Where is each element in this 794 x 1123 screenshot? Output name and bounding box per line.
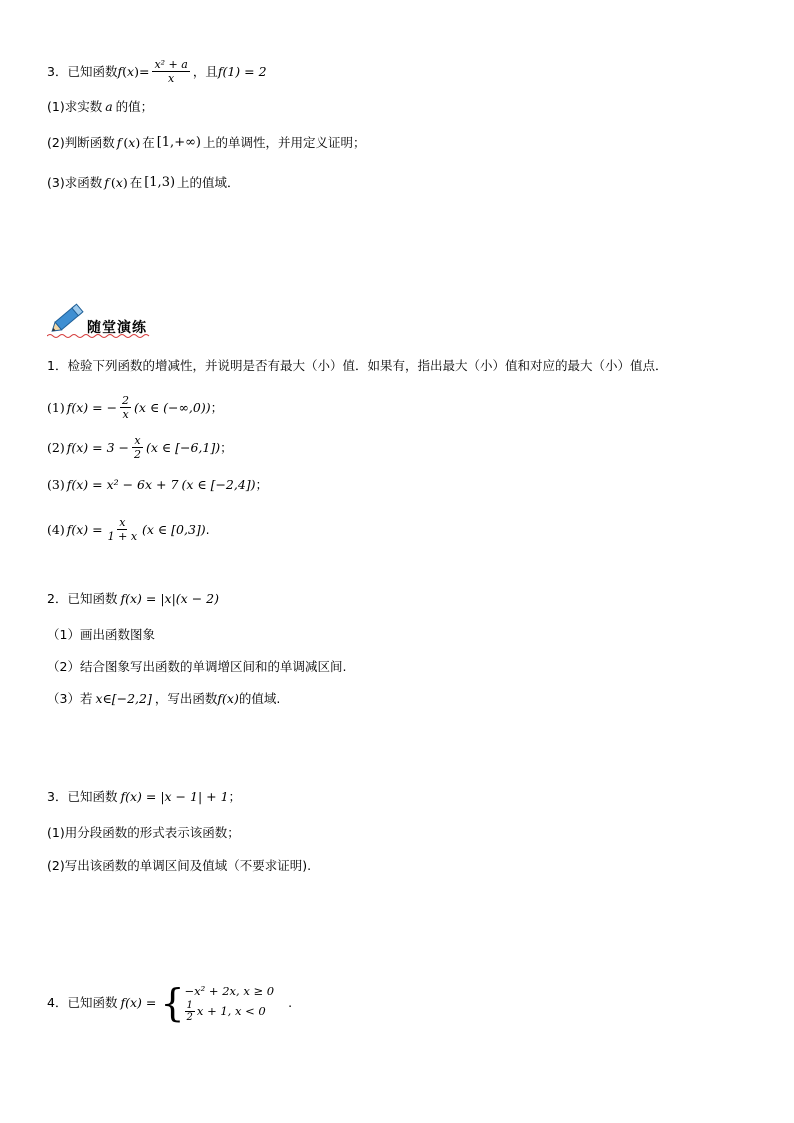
piecewise-definition: { −x² + 2x, x ≥ 0 $\frac{1}{2}$ x + 1, x < 0: [160, 981, 275, 1025]
p2-q3-sub1: (1)用分段函数的形式表示该函数；: [47, 825, 240, 840]
q3-sub3: (3)求函数 f ( x ) 在 [1,3) 上的值域．: [47, 175, 240, 190]
p2-q3-statement: 3． 已知函数 f(x) = |x − 1| + 1 ；: [47, 789, 242, 804]
p2-q2-sub2: （2）结合图象写出函数的单调增区间和的单调减区间.: [47, 659, 347, 674]
p2-q3-sub2: (2)写出该函数的单调区间及值域（不要求证明).: [47, 858, 312, 873]
practice-section-header: [47, 299, 167, 339]
q3-sub2: (2)判断函数 f ( x ) 在 [1,+∞) 上的单调性，并用定义证明；: [47, 135, 366, 150]
pencil-icon: [49, 299, 89, 335]
p2-q1-item-1: (1) f(x) = − $\frac{2}{x}$ (x ∈ (−∞,0)) ；: [47, 394, 224, 421]
p2-q1-item-4: (4) f(x) = $\frac{x}{1 + x}$ (x ∈ [0,3]) .: [47, 516, 210, 543]
function-name: f: [117, 63, 123, 79]
p2-q1-item-2: (2) f(x) = 3 − $\frac{x}{2}$ (x ∈ [−6,1]) ；: [47, 434, 233, 461]
q3-sub1: (1)求实数 a 的值；: [47, 99, 154, 114]
fraction: $\frac{\text{x² + a}}{x}$: [154, 58, 188, 85]
p2-q1-item-3: (3) f(x) = x² − 6x + 7 (x ∈ [−2,4]) ；: [47, 477, 269, 492]
p2-q4-statement: 4． 已知函数 f(x) = { −x² + 2x, x ≥ 0 $\frac{1}{2}$ x + 1, x < 0 .: [47, 981, 293, 1025]
q3-statement: 3． 已知函数 f ( x ) = $\frac{\text{x² + a}}{x}$ ，且 f(1) = 2: [47, 58, 267, 85]
p2-q2-sub1: （1）画出函数图象: [47, 627, 155, 642]
condition: f(1) = 2: [217, 63, 267, 79]
p2-q2-sub3: （3）若 x∈[−2,2] ，写出函数 f(x) 的值域.: [47, 691, 281, 706]
p2-q1-statement: 1． 检验下列函数的增减性，并说明是否有最大（小）值．如果有，指出最大（小）值和对应的最大（小）值点．: [47, 358, 668, 373]
p2-q2-statement: 2． 已知函数 f(x) = |x|(x − 2): [47, 591, 219, 606]
practice-title: 随堂演练: [87, 320, 147, 336]
